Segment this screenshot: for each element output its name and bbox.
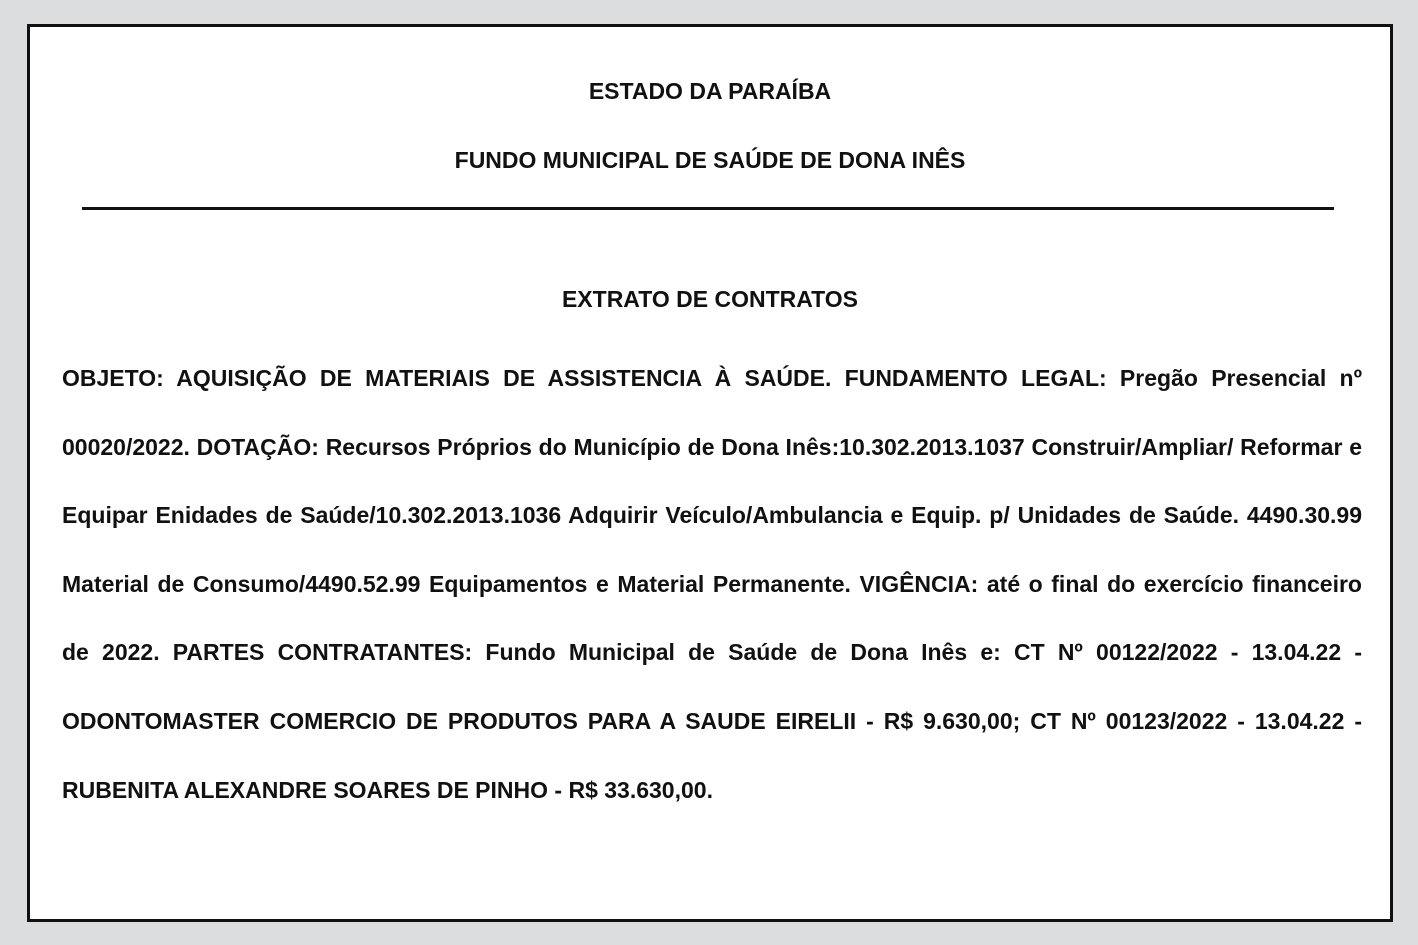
- notice-sheet: [27, 24, 1393, 922]
- section-title: EXTRATO DE CONTRATOS: [561, 286, 859, 312]
- state-heading: ESTADO DA PARAÍBA: [588, 78, 832, 104]
- fund-heading: FUNDO MUNICIPAL DE SAÚDE DE DONA INÊS: [454, 147, 966, 173]
- divider: [82, 207, 1334, 210]
- contract-extract-paragraph: OBJETO: AQUISIÇÃO DE MATERIAIS DE ASSISTENCIA À SAÚDE. FUNDAMENTO LEGAL: Pregão Presencial nº 00020/2022. DOTAÇÃO: Recursos Próprios do Município de Dona Inês:10.302.2013.1037 Construir/Ampliar/ Reformar e Equipar Enidades de Saúde/10.302.2013.1036 Adquirir Veículo/Ambulancia e Equip. p/ Unidades de Saúde. 4490.30.99 Material de Consumo/4490.52.99 Equipamentos e Material Permanente. VIGÊNCIA: até o final do exercício financeiro de 2022. PARTES CONTRATANTES: Fundo Municipal de Saúde de Dona Inês e: CT Nº 00122/2022 - 13.04.22 - ODONTOMASTER COMERCIO DE PRODUTOS PARA A SAUDE EIRELII - R$ 9.630,00; CT Nº 00123/2022 - 13.04.22 - RUBENITA ALEXANDRE SOARES DE PINHO - R$ 33.630,00.: [62, 365, 1362, 803]
